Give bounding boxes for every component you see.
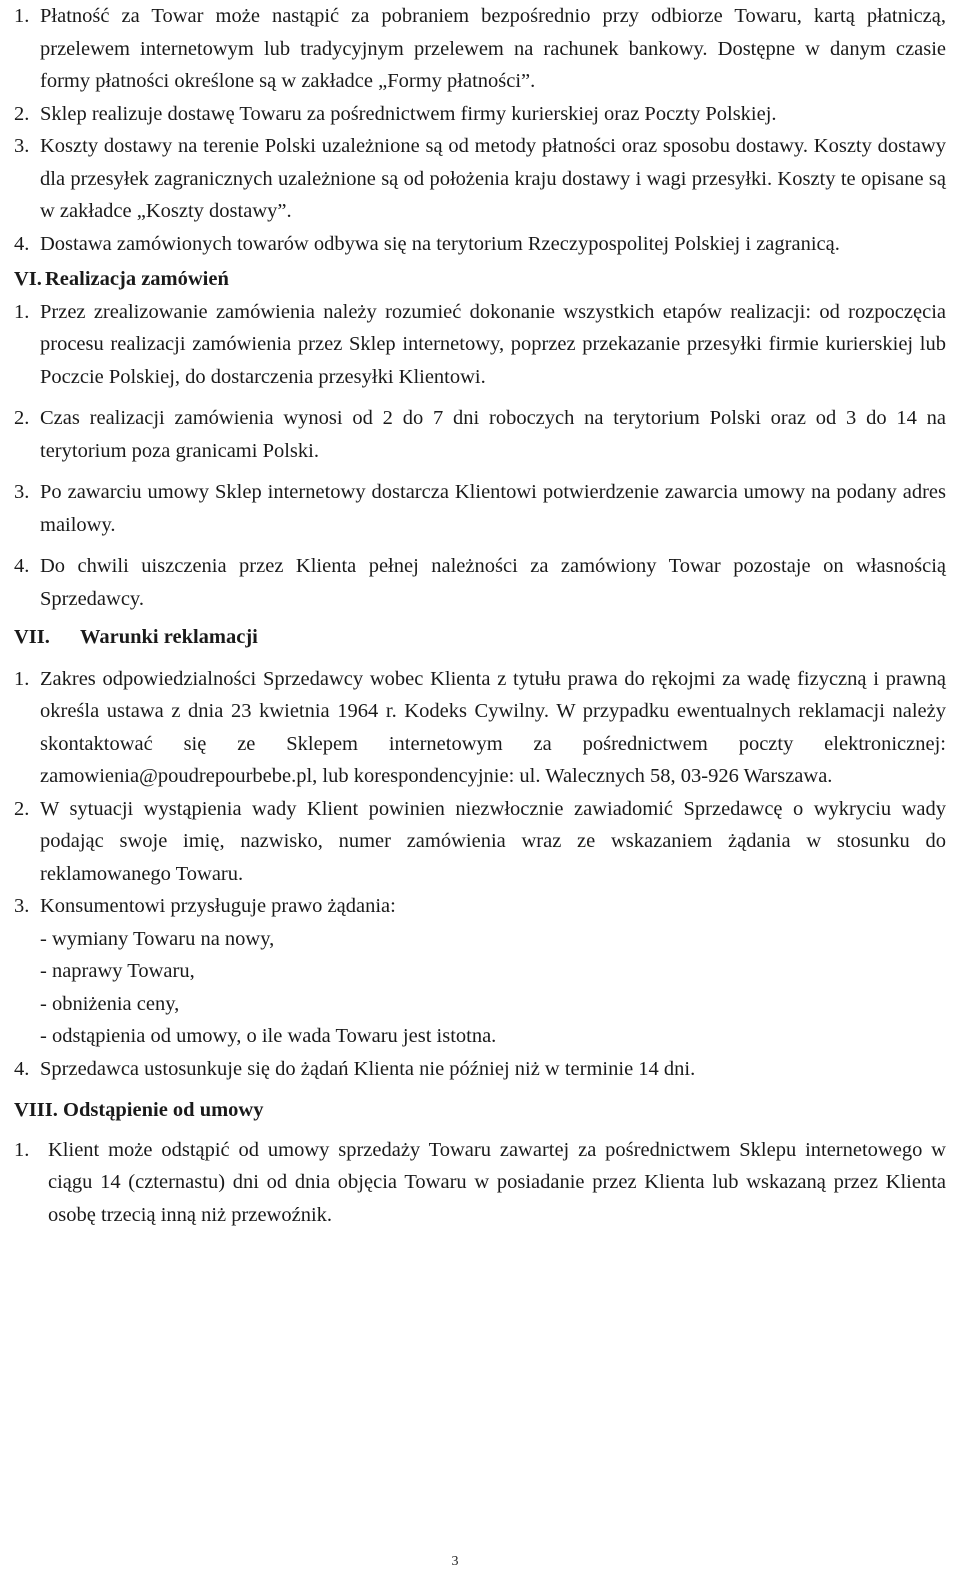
list-item bbox=[0, 1134, 960, 1232]
item-number: 2. bbox=[14, 407, 30, 429]
list-item bbox=[0, 793, 960, 891]
section-title: Warunki reklamacji bbox=[80, 626, 258, 648]
item-number: 2. bbox=[14, 797, 30, 820]
section-title: Realizacja zamówień bbox=[45, 268, 229, 290]
list-item bbox=[0, 228, 960, 261]
item-number: 2. bbox=[14, 102, 30, 125]
rights-list bbox=[0, 923, 960, 1053]
list-item bbox=[0, 0, 960, 98]
section-heading-withdrawal bbox=[0, 1094, 960, 1127]
page-number: 3 bbox=[451, 1554, 459, 1569]
item-number: 1. bbox=[14, 5, 30, 27]
item-text: W sytuacji wystąpienia wady Klient powinien niezwłocznie zawiadomić Sprzedawcę o wykryciu wady podając swoje imię, nazwisko, numer zamówienia wraz ze wskazaniem żądania w stosunku do reklamowanego Towaru. bbox=[40, 797, 946, 885]
section-withdrawal bbox=[0, 1134, 960, 1232]
item-text: Do chwili uiszczenia przez Klienta pełnej należności za zamówiony Towar pozostaje on własnością Sprzedawcy. bbox=[40, 555, 946, 610]
section-number: VIII. bbox=[14, 1099, 58, 1121]
item-text: Sprzedawca ustosunkuje się do żądań Klienta nie później niż w terminie 14 dni. bbox=[40, 1057, 696, 1080]
list-item bbox=[0, 550, 960, 615]
item-text: Sklep realizuje dostawę Towaru za pośrednictwem firmy kurierskiej oraz Poczty Polskiej. bbox=[40, 102, 777, 125]
item-number: 3. bbox=[14, 481, 30, 503]
list-item bbox=[0, 663, 960, 793]
list-item bbox=[0, 98, 960, 131]
item-text: Czas realizacji zamówienia wynosi od 2 do 7 dni roboczych na terytorium Polski oraz od 3 do 14 na terytorium poza granicami Polski. bbox=[40, 407, 946, 462]
item-text: Zakres odpowiedzialności Sprzedawcy wobec Klienta z tytułu prawa do rękojmi za wadę fizyczną i prawną określa ustawa z dnia 23 kwietnia 1964 r. Kodeks Cywilny. W przypadku ewentualnych reklamacji należy skontaktować się ze Sklepem internetowym za pośrednictwem poczty elektronicznej: zamowienia@poudrepourbebe.pl, lub korespondencyjnie: ul. Walecznych 58, 03-926 Warszawa. bbox=[40, 667, 946, 787]
list-item bbox=[0, 1053, 960, 1086]
item-number: 1. bbox=[14, 300, 30, 323]
item-text: Po zawarciu umowy Sklep internetowy dostarcza Klientowi potwierdzenie zawarcia umowy na podany adres mailowy. bbox=[40, 481, 946, 536]
list-item bbox=[0, 402, 960, 467]
list-item bbox=[0, 476, 960, 541]
rights-option: - wymiany Towaru na nowy, bbox=[40, 927, 275, 950]
section-payments-delivery bbox=[0, 0, 960, 260]
item-text: Konsumentowi przysługuje prawo żądania: bbox=[40, 895, 396, 917]
item-text: Płatność za Towar może nastąpić za pobraniem bezpośrednio przy odbiorze Towaru, kartą płatniczą, przelewem internetowym lub tradycyjnym przelewem na rachunek bankowy. Dostępne w danym czasie formy płatności określone są w zakładce „Formy płatności”. bbox=[40, 5, 946, 92]
item-number: 4. bbox=[14, 555, 30, 577]
list-item bbox=[0, 130, 960, 228]
section-complaints bbox=[0, 663, 960, 1086]
section-heading-order-fulfillment bbox=[0, 263, 960, 296]
list-item bbox=[0, 890, 960, 923]
rights-option: - odstąpienia od umowy, o ile wada Towaru jest istotna. bbox=[40, 1025, 497, 1047]
section-heading-complaints bbox=[0, 621, 960, 654]
item-number: 3. bbox=[14, 135, 30, 157]
section-number: VII. bbox=[14, 626, 50, 648]
item-number: 3. bbox=[14, 895, 30, 917]
item-number: 1. bbox=[14, 667, 30, 690]
item-text: Koszty dostawy na terenie Polski uzależnione są od metody płatności oraz sposobu dostawy. Koszty dostawy dla przesyłek zagranicznych uzależnione są od położenia kraju dostawy i wagi przesyłki. Koszty te opisane są w zakładce „Koszty dostawy”. bbox=[40, 135, 946, 222]
section-order-fulfillment bbox=[0, 296, 960, 616]
item-text: Klient może odstąpić od umowy sprzedaży Towaru zawartej za pośrednictwem Sklepu internetowego w ciągu 14 (czternastu) dni od dnia objęcia Towaru w posiadanie przez Klienta lub wskazaną przez Klienta osobę trzecią inną niż przewoźnik. bbox=[48, 1138, 946, 1226]
item-number: 1. bbox=[14, 1138, 30, 1161]
item-text: Dostawa zamówionych towarów odbywa się na terytorium Rzeczypospolitej Polskiej i zagranicą. bbox=[40, 232, 840, 255]
item-text: Przez zrealizowanie zamówienia należy rozumieć dokonanie wszystkich etapów realizacji: od rozpoczęcia procesu realizacji zamówienia przez Sklep internetowy, poprzez przekazanie przesyłki firmie kurierskiej lub Poczcie Polskiej, do dostarczenia przesyłki Klientowi. bbox=[40, 300, 946, 388]
rights-option: - naprawy Towaru, bbox=[40, 960, 195, 982]
section-title: Odstąpienie od umowy bbox=[63, 1099, 264, 1121]
section-number: VI. bbox=[14, 268, 42, 290]
item-number: 4. bbox=[14, 232, 30, 255]
list-item bbox=[0, 296, 960, 394]
item-number: 4. bbox=[14, 1057, 30, 1080]
rights-option: - obniżenia ceny, bbox=[40, 992, 180, 1015]
